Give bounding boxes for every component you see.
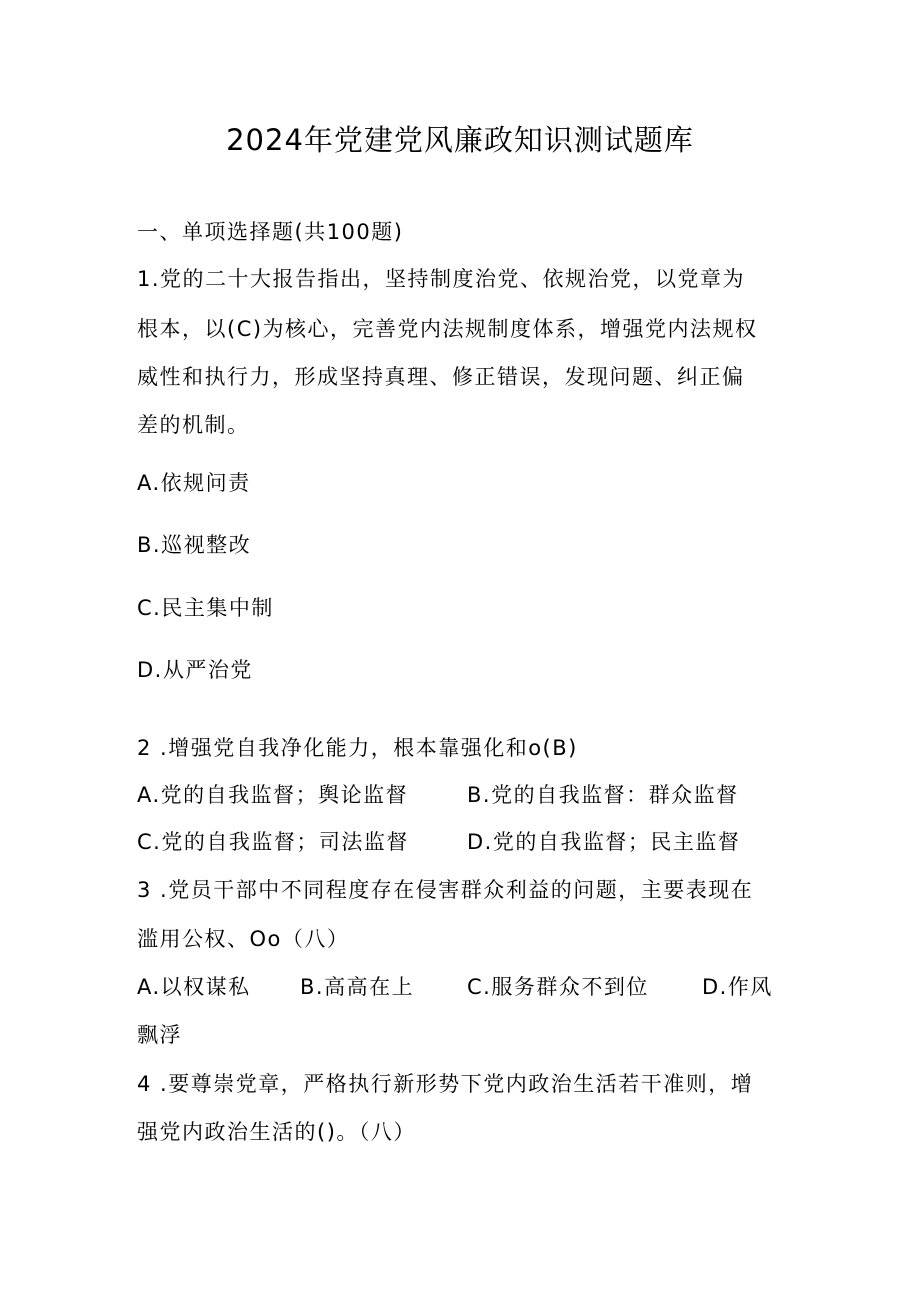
q1-option-a: A.依规问责 [137,471,251,495]
q3-option-b: B.高高在上 [300,975,415,999]
q3-line-1: 3 .党员干部中不同程度存在侵害群众利益的问题，主要表现在 [137,878,754,902]
q2-option-b: B.党的自我监督：群众监督 [467,783,739,807]
q1-option-c: C.民主集中制 [137,596,274,620]
q4-line-1: 4 .要尊崇党章，严格执行新形势下党内政治生活若干准则，增 [137,1072,754,1096]
q1-line-4: 差的机制。 [137,413,250,437]
q2-option-c: C.党的自我监督；司法监督 [137,830,409,854]
q1-option-d: D.从严治党 [137,658,253,682]
q1-option-b: B.巡视整改 [137,533,252,557]
q3-option-c: C.服务群众不到位 [467,975,649,999]
q4-line-2: 强党内政治生活的()。（八） [137,1120,416,1144]
q2-option-d: D.党的自我监督；民主监督 [467,830,741,854]
q1-line-3: 威性和执行力，形成坚持真理、修正错误，发现问题、纠正偏 [137,365,745,389]
q3-option-a: A.以权谋私 [137,975,251,999]
q1-line-1: 1.党的二十大报告指出，坚持制度治党、依规治党，以党章为 [137,267,746,291]
q3-option-d: D.作风 [702,975,773,999]
q2-stem: 2 .增强党自我净化能力，根本靠强化和o(B) [137,736,578,760]
q2-option-a: A.党的自我监督；舆论监督 [137,783,409,807]
q3-option-d-continued: 飘浮 [137,1023,182,1047]
q3-line-2: 滥用公权、Oo（八） [137,927,350,951]
section-heading: 一、单项选择题(共100题) [137,220,404,244]
document-title: 2024年党建党风廉政知识测试题库 [226,123,694,157]
q1-line-2: 根本，以(C)为核心，完善党内法规制度体系，增强党内法规权 [137,317,758,341]
